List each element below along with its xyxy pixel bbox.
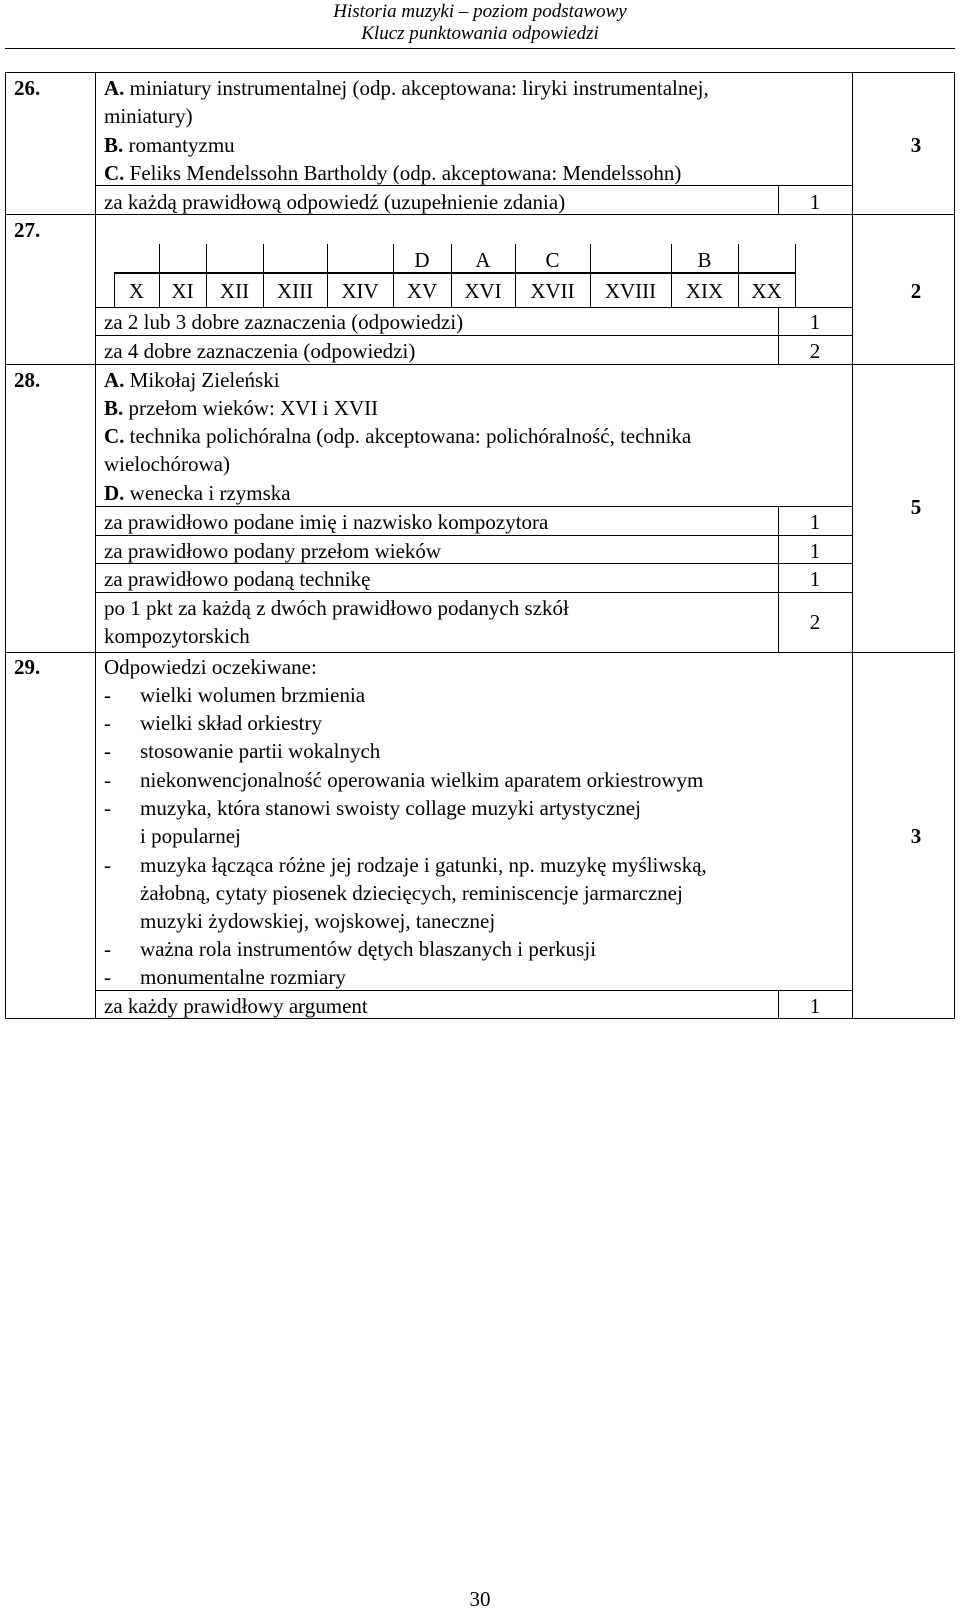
q26-answer-a: [104, 78, 709, 99]
q26-criterion: za każdą prawidłową odpowiedź (uzupełnienie zdania): [104, 190, 566, 214]
row-divider-28-29: [5, 652, 955, 653]
q27-criteria-top: [95, 307, 852, 308]
q28-criterion: za prawidłowo podany przełom wieków: [104, 539, 442, 563]
q27-criterion: za 2 lub 3 dobre zaznaczenia (odpowiedzi): [104, 310, 464, 334]
q28-criterion-cont: kompozytorskich: [104, 624, 250, 648]
q29-total-points: 3: [910, 824, 922, 848]
century-label: XIX: [685, 279, 724, 303]
q26-text-c: Feliks Mendelssohn Bartholdy (odp. akceptowana: Mendelssohn): [129, 161, 682, 185]
century-label: XVIII: [604, 279, 657, 303]
q29-criterion: za każdy prawidłowy argument: [104, 994, 368, 1018]
q28-label-c: C.: [104, 424, 125, 448]
q28-criteria-divider: [95, 592, 852, 593]
century-label: XV: [406, 279, 438, 303]
list-bullet: -: [104, 683, 111, 707]
table-border-bottom: [5, 1018, 955, 1019]
q27-criteria-divider: [95, 335, 852, 336]
century-label: XII: [219, 279, 250, 303]
q27-criterion: za 4 dobre zaznaczenia (odpowiedzi): [104, 339, 416, 363]
q28-answer-b: [104, 398, 378, 419]
q28-criterion: za prawidłowo podane imię i nazwisko kompozytora: [104, 510, 549, 534]
q28-answer-a: [104, 370, 280, 391]
list-item: wielki wolumen brzmienia: [140, 683, 366, 707]
q27-total-points: 2: [910, 279, 922, 303]
list-item: monumentalne rozmiary: [140, 965, 346, 989]
list-bullet: -: [104, 853, 111, 877]
century-label: XX: [751, 279, 782, 303]
table-border-top: [5, 72, 955, 73]
century-label: XVII: [530, 279, 575, 303]
q28-criterion: po 1 pkt za każdą z dwóch prawidłowo podanych szkół: [104, 596, 569, 620]
list-item: muzyka, która stanowi swoisty collage muzyki artystycznej: [140, 796, 641, 820]
q26-label-a: A.: [104, 76, 125, 100]
q28-text-a: Mikołaj Zieleński: [129, 368, 280, 392]
q28-label-d: D.: [104, 481, 125, 505]
q27-criterion-points: 2: [809, 339, 821, 363]
q26-text-a: miniatury instrumentalnej (odp. akceptowana: liryki instrumentalnej,: [129, 76, 709, 100]
list-item-cont: i popularnej: [140, 824, 241, 848]
q26-label-c: C.: [104, 161, 125, 185]
list-item: niekonwencjonalność operowania wielkim aparatem orkiestrowym: [140, 768, 704, 792]
list-bullet: -: [104, 937, 111, 961]
q28-criterion-points: 1: [809, 567, 821, 591]
q28-text-c-cont: wielochórowa): [104, 452, 230, 476]
q28-answer-c: [104, 426, 691, 447]
list-item: wielki skład orkiestry: [140, 711, 322, 735]
q26-total-points: 3: [910, 133, 922, 157]
question-number-27: 27.: [14, 218, 41, 242]
question-number-29: 29.: [14, 655, 41, 679]
q28-label-b: B.: [104, 396, 124, 420]
list-bullet: -: [104, 768, 111, 792]
q28-criterion-points: 2: [809, 610, 821, 634]
century-label: XVI: [464, 279, 502, 303]
q28-text-c: technika polichóralna (odp. akceptowana: polichóralność, technika: [129, 424, 692, 448]
row-divider-26-27: [5, 214, 955, 215]
q28-text-d: wenecka i rzymska: [129, 481, 291, 505]
q28-criterion-points: 1: [809, 539, 821, 563]
list-item-cont: muzyki żydowskiej, wojskowej, tanecznej: [140, 909, 496, 933]
q28-label-a: A.: [104, 368, 125, 392]
page-number: 30: [469, 1587, 491, 1611]
q28-criterion: za prawidłowo podaną technikę: [104, 567, 371, 591]
marker-cell: D: [414, 248, 430, 272]
timeline-divider: [795, 244, 796, 308]
q28-text-b: przełom wieków: XVI i XVII: [128, 396, 379, 420]
marker-cell: B: [697, 248, 712, 272]
question-number-26: 26.: [14, 76, 41, 100]
q28-criteria-divider: [95, 563, 852, 564]
list-bullet: -: [104, 739, 111, 763]
q29-criterion-points: 1: [809, 994, 821, 1018]
q26-criterion-points: 1: [809, 190, 821, 214]
marker-cell: C: [545, 248, 560, 272]
list-bullet: -: [104, 711, 111, 735]
q28-total-points: 5: [910, 495, 922, 519]
century-label: X: [128, 279, 145, 303]
q29-criterion-divider: [95, 990, 852, 991]
century-label: XIV: [341, 279, 379, 303]
q26-answer-c: [104, 163, 681, 184]
document-title: Historia muzyki – poziom podstawowy: [333, 1, 627, 22]
header-divider: [5, 48, 955, 49]
q28-criteria-top: [95, 506, 852, 507]
row-divider-27-28: [5, 364, 955, 365]
list-item: muzyka łącząca różne jej rodzaje i gatunki, np. muzykę myśliwską,: [140, 853, 707, 877]
century-label: XIII: [276, 279, 314, 303]
q26-text-b: romantyzmu: [128, 133, 235, 157]
century-label: XI: [171, 279, 194, 303]
question-number-28: 28.: [14, 368, 41, 392]
q27-criterion-points: 1: [809, 310, 821, 334]
marker-cell: A: [475, 248, 491, 272]
q28-criterion-points: 1: [809, 510, 821, 534]
list-item-cont: żałobną, cytaty piosenek dziecięcych, reminiscencje jarmarcznej: [140, 881, 683, 905]
list-bullet: -: [104, 965, 111, 989]
q26-text-a-cont: miniatury): [104, 104, 193, 128]
q26-criterion-divider: [95, 185, 852, 186]
q29-intro: Odpowiedzi oczekiwane:: [104, 655, 317, 679]
q26-label-b: B.: [104, 133, 124, 157]
list-item: ważna rola instrumentów dętych blaszanych i perkusji: [140, 937, 597, 961]
list-item: stosowanie partii wokalnych: [140, 739, 381, 763]
q28-answer-d: [104, 483, 291, 504]
list-bullet: -: [104, 796, 111, 820]
document-subtitle: Klucz punktowania odpowiedzi: [361, 23, 599, 44]
q26-answer-b: [104, 135, 235, 156]
q28-criteria-divider: [95, 535, 852, 536]
timeline-axis: [114, 272, 796, 274]
